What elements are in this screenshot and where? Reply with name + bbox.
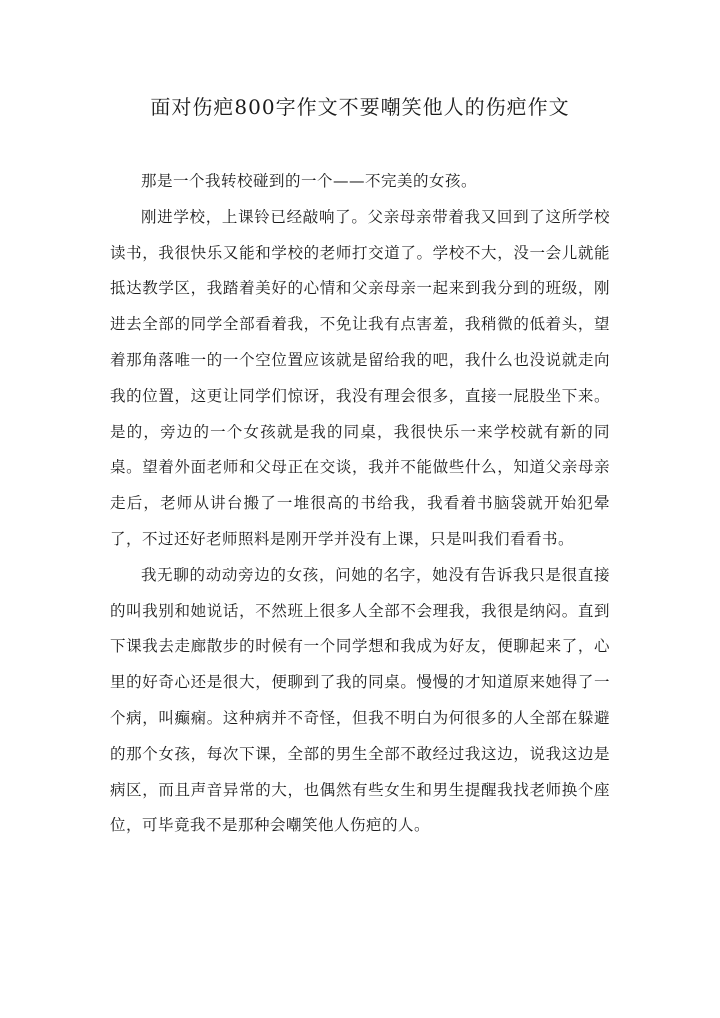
document-body bbox=[110, 164, 610, 844]
paragraph: 刚进学校，上课铃已经敲响了。父亲母亲带着我又回到了这所学校读书，我很快乐又能和学校的老师打交道了。学校不大，没一会儿就能抵达教学区，我踏着美好的心情和父亲母亲一起来到我分到的班级，刚进去全部的同学全部看着我，不免让我有点害羞，我稍微的低着头，望着那角落唯一的一个空位置应该就是留给我的吧，我什么也没说就走向我的位置，这更让同学们惊讶，我没有理会很多，直接一屁股坐下来。是的，旁边的一个女孩就是我的同桌，我很快乐一来学校就有新的同桌。望着外面老师和父母正在交谈，我并不能做些什么，知道父亲母亲走后，老师从讲台搬了一堆很高的书给我，我看着书脑袋就开始犯晕了，不过还好老师照料是刚开学并没有上课，只是叫我们看看书。 bbox=[110, 207, 610, 548]
paragraph: 我无聊的动动旁边的女孩，问她的名字，她没有告诉我只是很直接的叫我别和她说话，不然班上很多人全部不会理我，我很是纳闷。直到下课我去走廊散步的时候有一个同学想和我成为好友，便聊起来了，心里的好奇心还是很大，便聊到了我的同桌。慢慢的才知道原来她得了一个病，叫癫痫。这种病并不奇怪，但我不明白为何很多的人全部在躲避的那个女孩，每次下课，全部的男生全部不敢经过我这边，说我这边是病区，而且声音异常的大，也偶然有些女生和男生提醒我找老师换个座位，可毕竟我不是那种会嘲笑他人伤疤的人。 bbox=[110, 565, 610, 835]
document-title: 面对伤疤800字作文不要嘲笑他人的伤疤作文 bbox=[150, 95, 570, 119]
paragraph: 那是一个我转校碰到的一个——不完美的女孩。 bbox=[141, 172, 478, 190]
